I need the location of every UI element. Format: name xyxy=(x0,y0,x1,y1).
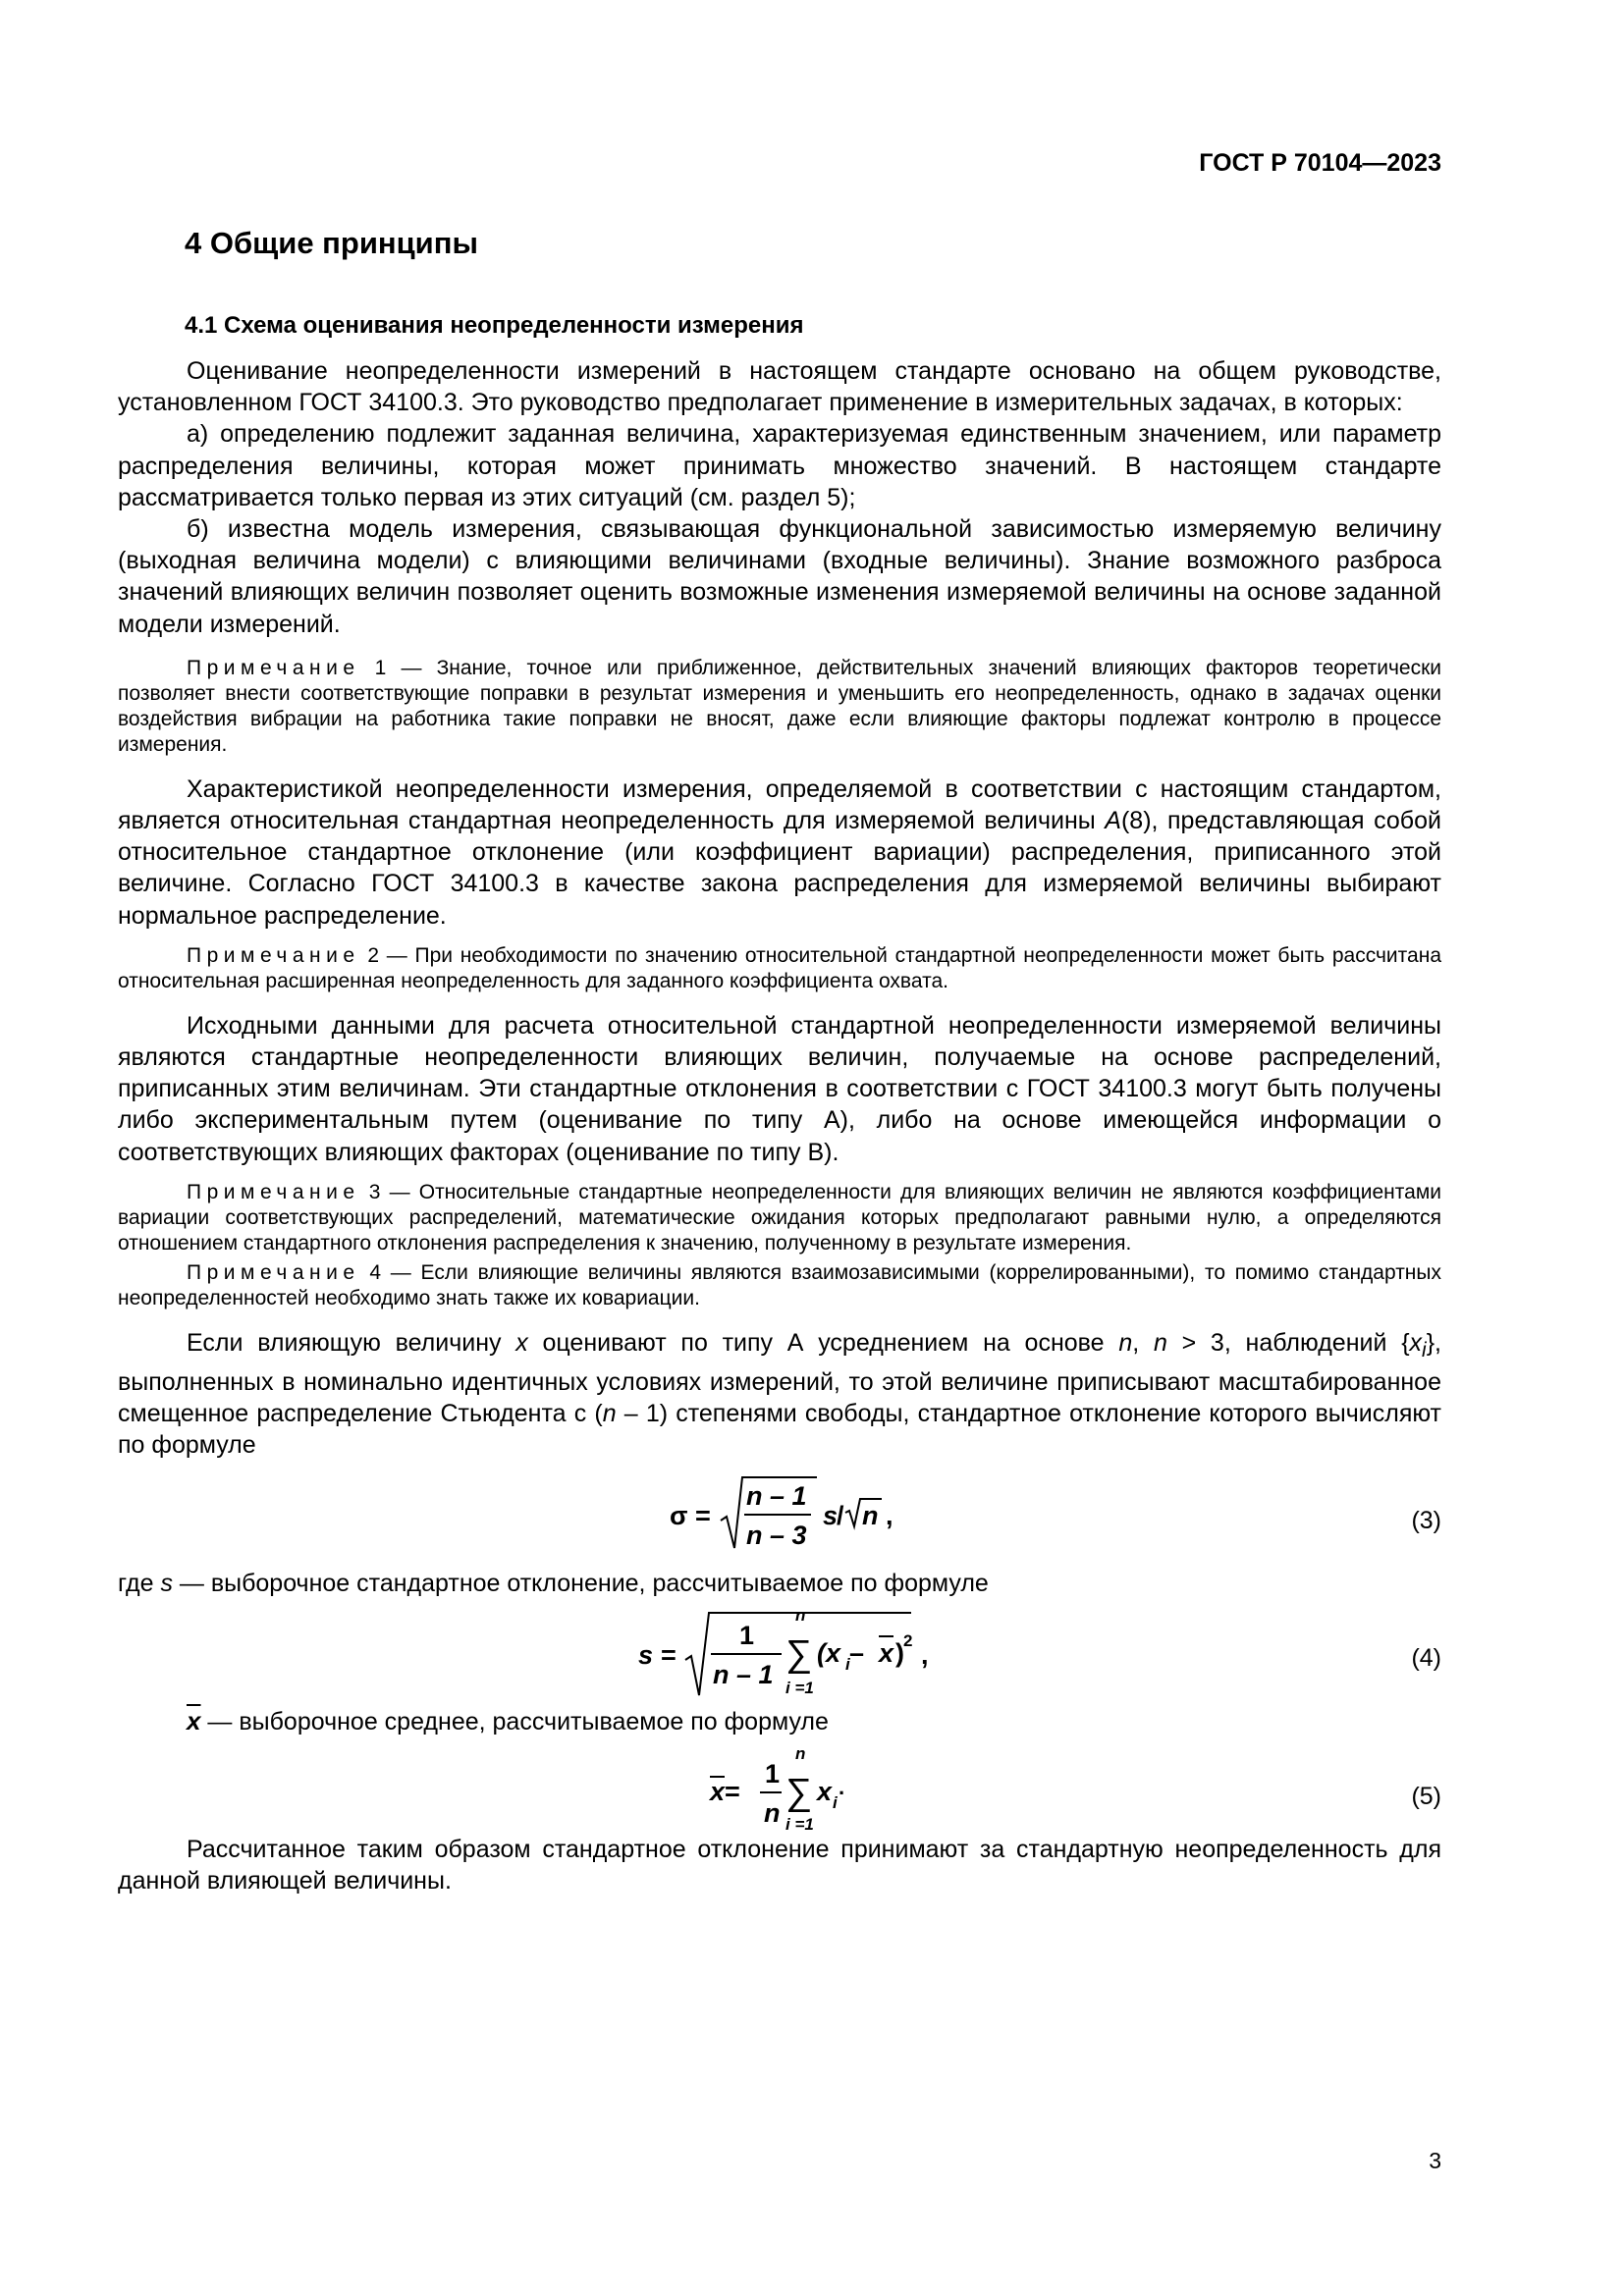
formula-s: s xyxy=(823,1500,839,1530)
formula-3 xyxy=(118,1462,1441,1568)
formula-subscript: i xyxy=(845,1654,850,1674)
formula-lhs: s = xyxy=(638,1639,677,1670)
formula-4 xyxy=(118,1599,1441,1705)
note-label: Примечание xyxy=(187,1260,360,1284)
formula-denominator: n – 1 xyxy=(713,1659,774,1689)
text-run: Если влияющую величину xyxy=(187,1328,516,1357)
paragraph xyxy=(118,774,1441,932)
note-text: — Если влияющие величины являются взаимозависимыми (коррелированными), то помимо стандартных неопределенностей необходимо знать также их ковариации. xyxy=(118,1260,1442,1309)
formula-term: (x xyxy=(817,1637,841,1668)
sum-upper-limit: n xyxy=(795,1744,806,1764)
xbar-symbol: $\overline{x}$ xyxy=(187,1705,201,1735)
equation-number: (4) xyxy=(1411,1643,1441,1672)
note-text: — Знание, точное или приближенное, действительных значений влияющих факторов теоретически позволяет внести соответствующие поправки в результат измерения и уменьшить его неопределенность, однако в задачах оценки воздействия вибрации на работника такие поправки не вносят, даже если влияющие факторы подлежат контролю в процессе измерения. xyxy=(118,656,1441,756)
text-run: > 3, наблюдений { xyxy=(1166,1328,1410,1357)
formula-xbar: x xyxy=(879,1637,894,1668)
formula-slash: / xyxy=(837,1500,844,1530)
paragraph xyxy=(118,1327,1441,1462)
page-number: 3 xyxy=(1429,2148,1441,2173)
note-2 xyxy=(118,943,1441,994)
variable: n xyxy=(1153,1328,1167,1357)
sum-lower-limit: i =1 xyxy=(785,1678,814,1697)
text-run: }, выполненных в номинально идентичных условиях измерений, то этой величине приписывают масштабированное смещенное распределение Стьюдента с ( xyxy=(118,1328,1441,1428)
text-run: оценивают по типу А усреднением на основе xyxy=(527,1328,1119,1357)
note-number: 4 xyxy=(359,1260,382,1284)
formula-3-row xyxy=(118,1462,1441,1568)
formula-close-paren: ) xyxy=(895,1637,904,1668)
formula-lhs-var: x xyxy=(710,1777,726,1807)
variable: n xyxy=(1118,1328,1133,1357)
sum-upper-limit: n xyxy=(795,1605,806,1625)
formula-lhs: σ = xyxy=(670,1500,711,1530)
text-run: Характеристикой неопределенности измерения, определяемой в соответствии с настоящим стандартом, является относительная стандартная неопределенность для измеряемой величины xyxy=(118,774,1441,835)
text-run: — выборочное среднее, рассчитываемое по формуле xyxy=(200,1707,829,1735)
formula-4-row xyxy=(118,1599,1441,1705)
paragraph: Оценивание неопределенности измерений в настоящем стандарте основано на общем руководстве, установленном ГОСТ 34100.3. Это руководство предполагает применение в измерительных задачах, в которых: xyxy=(118,357,1441,417)
note-text: — Относительные стандартные неопределенности для влияющих величин не являются коэффициентами вариации соответствующих распределений, математические ожидания которых предполагают равными нулю, а определяются отношением стандартного отклонения распределения к значению, полученному в результате измерения. xyxy=(118,1180,1441,1255)
text-run: (8), представляющая собой относительное стандартное отклонение (или коэффициент вариации) распределения, приписанного этой величине. Согласно ГОСТ 34100.3 в качестве закона распределения для измеряемой величины выбирают нормальное распределение. xyxy=(118,807,1441,930)
formula-n: n xyxy=(862,1500,879,1530)
formula-dot: · xyxy=(839,1781,846,1806)
xbar-line xyxy=(118,1705,1441,1737)
note-number: 3 xyxy=(359,1180,381,1203)
formula-denominator: n – 3 xyxy=(746,1520,807,1550)
formula-5-row xyxy=(118,1737,1441,1834)
formula-minus: – xyxy=(849,1637,865,1668)
equation-number: (3) xyxy=(1411,1506,1441,1534)
variable: x xyxy=(1409,1328,1423,1357)
text-run: – 1) степенями свободы, стандартное отклонение которого вычисляют по формуле xyxy=(118,1400,1442,1460)
section-heading: 4 Общие принципы xyxy=(185,226,478,260)
formula-numerator: n – 1 xyxy=(746,1480,807,1511)
formula-denominator: n xyxy=(764,1798,781,1829)
note-4 xyxy=(118,1260,1441,1311)
paragraph: Исходными данными для расчета относительной стандартной неопределенности измеряемой величины являются стандартные неопределенности влияющих величин, получаемые на основе распределений, приписанных этим величинам. Эти стандартные отклонения в соответствии с ГОСТ 34100.3 могут быть получены либо экспериментальным путем (оценивание по типу А), либо на основе имеющейся информации о соответствующих влияющих факторах (оценивание по типу В). xyxy=(118,1011,1441,1166)
text-run: — выборочное стандартное отклонение, рассчитываемое по формуле xyxy=(172,1569,989,1597)
variable: s xyxy=(160,1569,173,1597)
text-run: где xyxy=(118,1569,161,1597)
formula-one: 1 xyxy=(765,1759,781,1789)
sum-sign: ∑ xyxy=(785,1632,813,1675)
formula-comma: , xyxy=(886,1500,893,1530)
note-1 xyxy=(118,656,1441,758)
variable: n xyxy=(602,1400,617,1428)
subsection-heading: 4.1 Схема оценивания неопределенности измерения xyxy=(185,312,804,339)
formula-power: 2 xyxy=(903,1630,913,1650)
note-text: — При необходимости по значению относительной стандартной неопределенности может быть рассчитана относительная расширенная неопределенность для заданного коэффициента охвата. xyxy=(118,943,1442,992)
paragraph-list-item-b: б) известна модель измерения, связывающая функциональной зависимостью измеряемую величину (выходная величина модели) с влияющими величинами (входные величины). Знание возможного разброса значений влияющих величин позволяет оценить возможные изменения измеряемой величины на основе заданной модели измерений. xyxy=(118,515,1441,638)
note-number: 1 xyxy=(359,656,387,679)
body-text xyxy=(118,355,1441,1896)
standard-code: ГОСТ Р 70104—2023 xyxy=(1199,149,1441,177)
formula-eq: = xyxy=(725,1777,740,1807)
equation-number: (5) xyxy=(1411,1783,1441,1811)
formula-comma: , xyxy=(921,1639,929,1670)
formula-5 xyxy=(118,1737,1441,1834)
note-number: 2 xyxy=(359,943,379,967)
text-run: , xyxy=(1132,1328,1154,1357)
where-line xyxy=(118,1568,1441,1599)
sum-sign: ∑ xyxy=(785,1772,813,1814)
subscript: i xyxy=(1422,1338,1427,1362)
note-label: Примечание xyxy=(187,656,360,679)
formula-one: 1 xyxy=(739,1620,755,1650)
paragraph: Рассчитанное таким образом стандартное отклонение принимают за стандартную неопределенность для данной влияющей величины. xyxy=(118,1836,1441,1896)
formula-subscript: i xyxy=(833,1793,838,1813)
formula-term: x xyxy=(817,1777,833,1807)
note-3 xyxy=(118,1180,1441,1256)
paragraph-list-item-a: а) определению подлежит заданная величина, характеризуемая единственным значением, или параметр распределения величины, которая может принимать множество значений. В настоящем стандарте рассматривается только первая из этих ситуаций (см. раздел 5); xyxy=(118,420,1441,511)
sum-lower-limit: i =1 xyxy=(785,1815,814,1835)
variable: x xyxy=(515,1328,528,1357)
note-label: Примечание xyxy=(187,1180,360,1203)
note-label: Примечание xyxy=(187,943,360,967)
variable: A xyxy=(1105,807,1121,835)
